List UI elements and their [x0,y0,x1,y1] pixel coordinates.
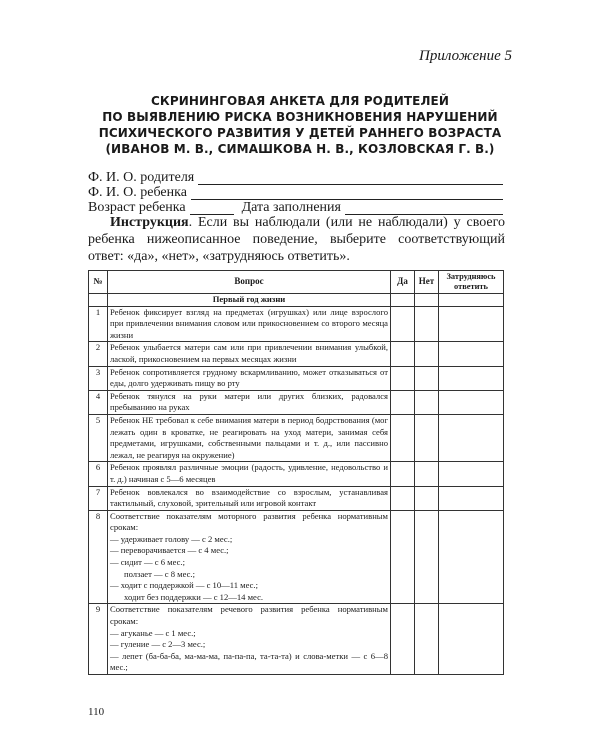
title-line: (ИВАНОВ М. В., СИМАШКОВА Н. В., КОЗЛОВСКАЯ Г. В.) [105,142,495,156]
row-number: 3 [89,366,108,390]
instruction-label: Инструкция [110,215,189,230]
answer-unsure-cell[interactable] [439,390,504,414]
answer-no-cell[interactable] [415,486,439,510]
parent-name-label: Ф. И. О. родителя [88,170,195,185]
age-date-field [88,200,503,215]
table-row [89,462,504,486]
row-number: 1 [89,306,108,342]
answer-yes-cell[interactable] [391,510,415,604]
question-text: Ребенок фиксирует взгляд на предметах (игрушках) или лице взрослого при привлечении внимания словом или прикосновением со второго месяца жизни [108,306,391,342]
answer-unsure-cell[interactable] [439,604,504,675]
answer-unsure-cell[interactable] [439,486,504,510]
page-number: 110 [88,706,105,718]
table-row [89,486,504,510]
instruction-paragraph [88,214,505,265]
answer-yes-cell[interactable] [391,366,415,390]
answer-unsure-cell[interactable] [439,462,504,486]
question-text: Ребенок НЕ требовал к себе внимания матери в период бодрствования (мог лежать один в кроватке, не реагировать на уход матери, занимая себя предметами, игрушками, собственными пальцами и т. д., или пассивно лежал, не реагируя на окружение) [108,414,391,461]
answer-no-cell[interactable] [415,342,439,366]
answer-yes-cell[interactable] [391,462,415,486]
answer-no-cell[interactable] [415,510,439,604]
child-name-label: Ф. И. О. ребенка [88,185,187,200]
question-text: Ребенок проявлял различные эмоции (радость, удивление, недовольство и т. д.) начиная с 5—6 месяцев [108,462,391,486]
table-row [89,510,504,604]
row-number: 9 [89,604,108,675]
header-question: Вопрос [108,271,391,294]
header-num: № [89,271,108,294]
section-title: Первый год жизни [108,294,391,307]
answer-unsure-cell[interactable] [439,414,504,461]
answer-yes-cell[interactable] [391,604,415,675]
answer-no-cell[interactable] [415,414,439,461]
header-yes: Да [391,271,415,294]
answer-no-cell[interactable] [415,390,439,414]
answer-yes-cell[interactable] [391,414,415,461]
child-age-label: Возраст ребенка [88,200,186,215]
answer-yes-cell[interactable] [391,486,415,510]
row-number: 5 [89,414,108,461]
questionnaire-table [88,270,504,675]
form-fields [88,170,503,215]
document-title [0,93,600,157]
title-line: СКРИНИНГОВАЯ АНКЕТА ДЛЯ РОДИТЕЛЕЙ [151,94,449,108]
parent-name-input-line[interactable] [198,173,503,185]
child-name-input-line[interactable] [191,188,503,200]
child-name-field [88,185,503,200]
table-row [89,342,504,366]
section-row [89,294,504,307]
answer-no-cell[interactable] [415,306,439,342]
answer-yes-cell[interactable] [391,390,415,414]
title-line: ПО ВЫЯВЛЕНИЮ РИСКА ВОЗНИКНОВЕНИЯ НАРУШЕНИЙ [102,110,498,124]
answer-yes-cell[interactable] [391,342,415,366]
answer-unsure-cell[interactable] [439,510,504,604]
question-text: Соответствие показателям моторного развития ребенка нормативным срокам: — удерживает голову — с 2 мес.; — переворачивается — с 4 мес.; — сидит — с 6 мес.; ползает — с 8 мес.; — ходит с поддержкой — с 10—11 мес.; ходит без поддержки — с 12—14 мес. [108,510,391,604]
table-row [89,390,504,414]
answer-yes-cell[interactable] [391,306,415,342]
question-text: Ребенок тянулся на руки матери или других близких, радовался пребыванию на руках [108,390,391,414]
table-row [89,366,504,390]
question-text: Ребенок вовлекался во взаимодействие со взрослым, устанавливая тактильный, слуховой, зрительный или игровой контакт [108,486,391,510]
header-no: Нет [415,271,439,294]
table-row [89,604,504,675]
row-number: 7 [89,486,108,510]
instruction-text: . Если вы наблюдали (или не наблюдали) у своего ребенка нижеописанное поведение, выберите соответствующий ответ: «да», «нет», «затрудняюсь ответить». [88,215,505,264]
table-row [89,306,504,342]
row-number: 4 [89,390,108,414]
answer-no-cell[interactable] [415,462,439,486]
question-text: Ребенок сопротивляется грудному вскармливанию, может отказываться от еды, долго удерживать пищу во рту [108,366,391,390]
answer-unsure-cell[interactable] [439,366,504,390]
question-text: Соответствие показателям речевого развития ребенка нормативным срокам: — агуканье — с 1 мес.; — гуление — с 2—3 мес.; — лепет (ба-ба-ба, ма-ма-ма, па-па-па, та-та-та) и слова-метки — с 6—8 мес.; [108,604,391,675]
title-line: ПСИХИЧЕСКОГО РАЗВИТИЯ У ДЕТЕЙ РАННЕГО ВОЗРАСТА [98,126,502,140]
answer-unsure-cell[interactable] [439,306,504,342]
answer-unsure-cell[interactable] [439,342,504,366]
table-row [89,414,504,461]
question-rows [89,306,504,510]
row-number: 2 [89,342,108,366]
header-unsure: Затрудняюсь ответить [439,271,504,294]
appendix-label: Приложение 5 [419,48,512,64]
fill-date-label: Дата заполнения [241,200,341,215]
question-text: Ребенок улыбается матери сам или при привлечении внимания улыбкой, лаской, прикосновением на первых месяцах жизни [108,342,391,366]
answer-no-cell[interactable] [415,604,439,675]
row-number: 8 [89,510,108,604]
row-number: 6 [89,462,108,486]
table-header-row [89,271,504,294]
answer-no-cell[interactable] [415,366,439,390]
parent-name-field [88,170,503,185]
